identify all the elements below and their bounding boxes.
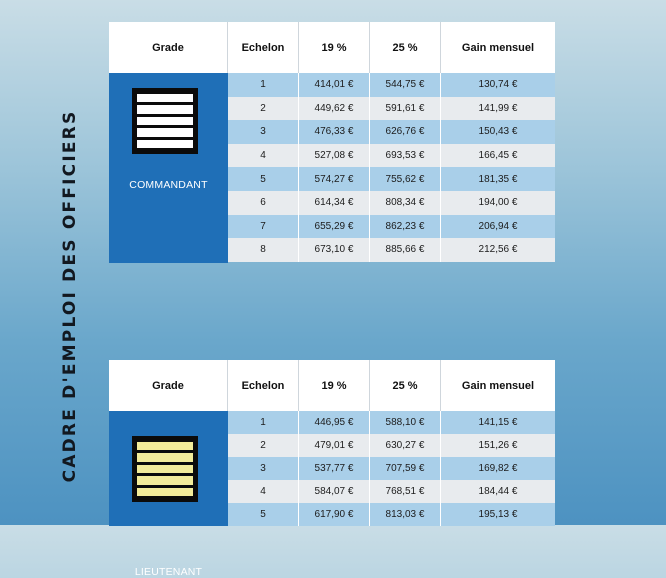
cell-19-percent: 537,77 € [299, 457, 370, 480]
cell-gain: 169,82 € [441, 457, 555, 480]
cell-19-percent: 414,01 € [299, 73, 370, 97]
cell-19-percent: 655,29 € [299, 215, 370, 239]
cell-25-percent: 707,59 € [370, 457, 441, 480]
cell-echelon: 5 [228, 167, 299, 191]
header-25-percent: 25 % [370, 22, 441, 73]
cell-echelon: 4 [228, 144, 299, 168]
table-row [228, 503, 555, 526]
cell-gain: 194,00 € [441, 191, 555, 215]
cell-echelon: 2 [228, 434, 299, 457]
cell-25-percent: 755,62 € [370, 167, 441, 191]
cell-gain: 181,35 € [441, 167, 555, 191]
cell-25-percent: 862,23 € [370, 215, 441, 239]
cell-gain: 130,74 € [441, 73, 555, 97]
cell-echelon: 8 [228, 238, 299, 262]
commandant-table [109, 22, 555, 263]
grade-cell [109, 73, 228, 263]
lieutenant-table [109, 360, 555, 578]
cell-gain: 184,44 € [441, 480, 555, 503]
table-row [228, 411, 555, 434]
table-row [228, 434, 555, 457]
cell-25-percent: 813,03 € [370, 503, 441, 526]
cell-echelon: 3 [228, 457, 299, 480]
cell-19-percent: 476,33 € [299, 120, 370, 144]
cell-echelon: 3 [228, 120, 299, 144]
header-19-percent: 19 % [299, 22, 370, 73]
header-gain-mensuel: Gain mensuel [461, 41, 535, 54]
cell-25-percent: 693,53 € [370, 144, 441, 168]
cell-gain: 151,26 € [441, 434, 555, 457]
cell-19-percent: 574,27 € [299, 167, 370, 191]
cell-25-percent: 885,66 € [370, 238, 441, 262]
table-header [109, 360, 555, 411]
table-header [109, 22, 555, 73]
cell-25-percent: 626,76 € [370, 120, 441, 144]
cell-25-percent: 768,51 € [370, 480, 441, 503]
table-row [228, 144, 555, 168]
cell-echelon: 1 [228, 73, 299, 97]
header-gain-mensuel: Gain mensuel [461, 379, 535, 392]
grade-name: COMMANDANT [129, 179, 208, 191]
cell-gain: 206,94 € [441, 215, 555, 239]
table-row [228, 167, 555, 191]
header-echelon: Echelon [228, 22, 299, 73]
header-grade: Grade [109, 360, 228, 411]
table-row [228, 191, 555, 215]
cell-19-percent: 617,90 € [299, 503, 370, 526]
cell-echelon: 4 [228, 480, 299, 503]
cell-echelon: 7 [228, 215, 299, 239]
table-row [228, 120, 555, 144]
table-row [228, 97, 555, 121]
cell-25-percent: 630,27 € [370, 434, 441, 457]
cell-echelon: 6 [228, 191, 299, 215]
header-grade: Grade [109, 22, 228, 73]
cell-19-percent: 527,08 € [299, 144, 370, 168]
lieutenant-insignia-icon [132, 436, 198, 502]
cell-echelon: 5 [228, 503, 299, 526]
cell-19-percent: 479,01 € [299, 434, 370, 457]
cell-gain: 166,45 € [441, 144, 555, 168]
grade-cell [109, 411, 228, 578]
cell-25-percent: 588,10 € [370, 411, 441, 434]
table-row [228, 73, 555, 97]
cell-19-percent: 673,10 € [299, 238, 370, 262]
cell-echelon: 1 [228, 411, 299, 434]
cell-25-percent: 591,61 € [370, 97, 441, 121]
header-25-percent: 25 % [370, 360, 441, 411]
cell-gain: 141,15 € [441, 411, 555, 434]
table-row [228, 480, 555, 503]
cell-gain: 212,56 € [441, 238, 555, 262]
table-rows [228, 73, 555, 263]
side-title: CADRE D'EMPLOI DES OFFICIERS [60, 109, 80, 483]
grade-name: LIEUTENANT [134, 566, 203, 578]
cell-echelon: 2 [228, 97, 299, 121]
cell-25-percent: 544,75 € [370, 73, 441, 97]
cell-19-percent: 614,34 € [299, 191, 370, 215]
header-echelon: Echelon [228, 360, 299, 411]
cell-19-percent: 449,62 € [299, 97, 370, 121]
cell-gain: 195,13 € [441, 503, 555, 526]
table-rows [228, 411, 555, 526]
commandant-insignia-icon [132, 88, 198, 154]
cell-19-percent: 446,95 € [299, 411, 370, 434]
table-row [228, 457, 555, 480]
cell-gain: 141,99 € [441, 97, 555, 121]
table-row [228, 238, 555, 262]
cell-gain: 150,43 € [441, 120, 555, 144]
cell-19-percent: 584,07 € [299, 480, 370, 503]
table-row [228, 215, 555, 239]
header-19-percent: 19 % [299, 360, 370, 411]
cell-25-percent: 808,34 € [370, 191, 441, 215]
